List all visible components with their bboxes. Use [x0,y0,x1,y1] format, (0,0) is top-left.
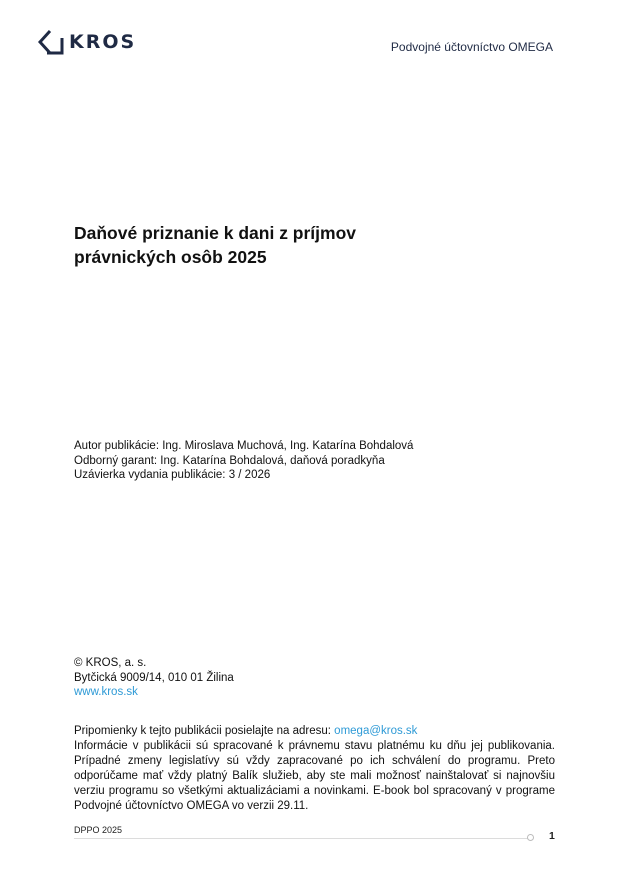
footer-circle-icon [527,834,534,841]
feedback-line [74,724,555,739]
document-title [74,221,494,269]
title-line-2: právnických osôb 2025 [74,247,267,267]
feedback-prefix: Pripomienky k tejto publikácii posielajte na adresu: [74,725,335,737]
guarantor-line: Odborný garant: Ing. Katarína Bohdalová, daňová poradkyňa [74,454,385,467]
website-link[interactable]: www.kros.sk [74,686,138,698]
kros-logo-mark-icon [38,29,64,55]
company-block [74,656,234,700]
page-number: 1 [549,830,555,842]
logo-text: KROS [69,30,137,53]
email-link[interactable]: omega@kros.sk [334,725,418,737]
product-name: Podvojné účtovníctvo OMEGA [390,40,553,54]
footer-code: DPPO 2025 [74,825,123,835]
title-line-1: Daňové priznanie k dani z príjmov [74,223,357,243]
company-name: © KROS, a. s. [74,657,147,669]
disclaimer-text: Informácie v publikácii sú spracované k právnemu stavu platnému ku dňu jej publikovania. Prípadné zmeny legislatívy sú vždy zapracované po ich schválení do programu. Preto odporúčame mať vždy platný Balík služieb, aby ste mali možnosť nainštalovať si najnovšiu verziu programu so všetkými aktualizáciami a novinkami. E-book bol spracovaný v programe Podvojné účtovníctvo OMEGA vo verzii 29.11. [74,740,555,812]
deadline-line: Uzávierka vydania publikácie: 3 / 2026 [74,469,271,481]
note-block [74,724,555,814]
credits-block [74,439,413,483]
company-address: Bytčická 9009/14, 010 01 Žilina [74,671,234,684]
author-line: Autor publikácie: Ing. Miroslava Muchová, Ing. Katarína Bohdalová [74,440,414,452]
footer-divider [74,838,530,839]
kros-logo [38,29,136,55]
